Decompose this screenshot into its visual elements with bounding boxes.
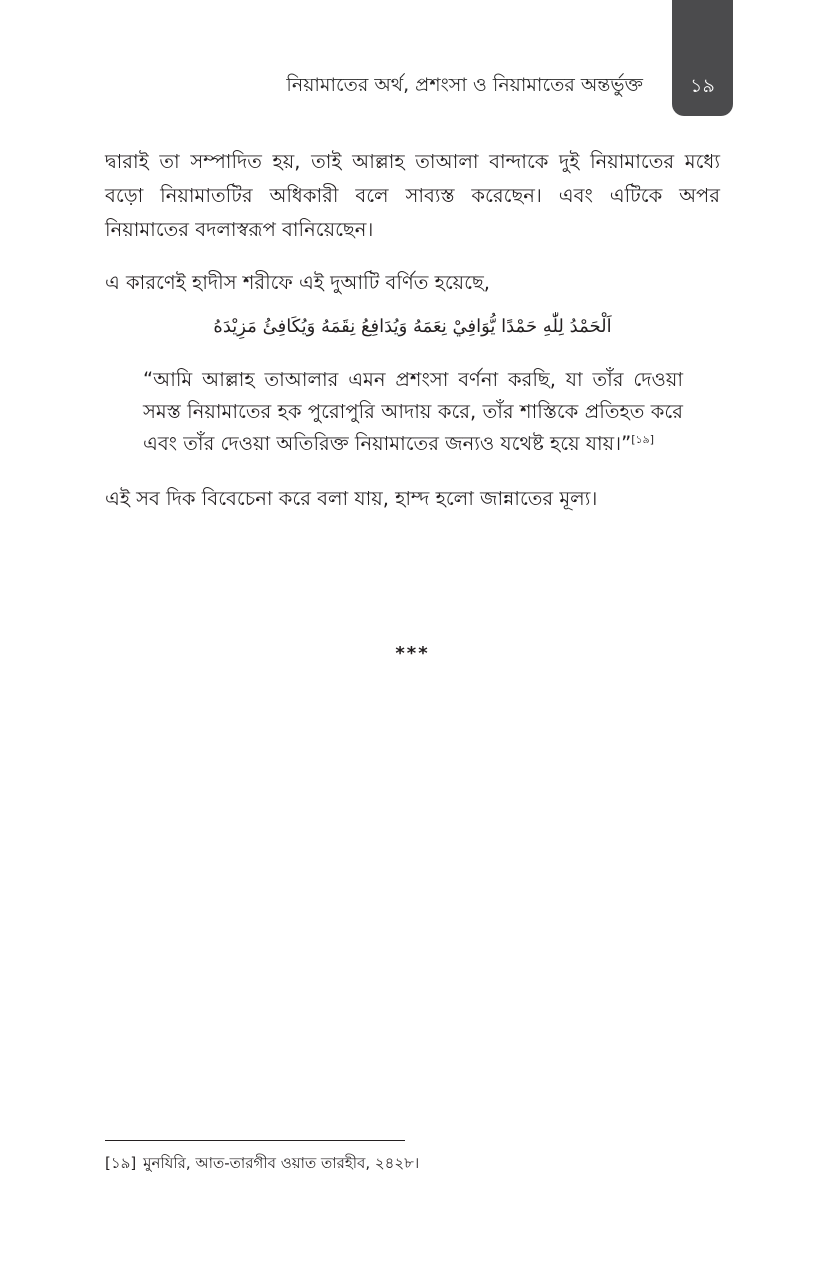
footnote-text: মুনযিরি, আত-তারগীব ওয়াত তারহীব, ২৪২৮। (143, 1154, 420, 1172)
footnote-reference[interactable]: [১৯] (631, 433, 655, 446)
arabic-dua: اَلْحَمْدُ لِلّٰهِ حَمْدًا يُّوَافِيْ نِعَمَهُ وَيُدَافِعُ نِقَمَهُ وَيُكَافِئُ مَزِيْدَهُ (213, 316, 612, 337)
paragraph-conclusion: এই সব দিক বিবেচেনা করে বলা যায়, হাম্দ হলো জান্নাতের মূল্য। (105, 487, 598, 510)
running-header-title: নিয়ামাতের অর্থ, প্রশংসা ও নিয়ামাতের অন্তর্ভুক্ত (286, 74, 643, 96)
dua-translation-quote (143, 364, 683, 460)
footnote-item (105, 1150, 720, 1176)
paragraph-continuation: দ্বারাই তা সম্পাদিত হয়, তাই আল্লাহ তাআলা বান্দাকে দুই নিয়ামাতের মধ্যে বড়ো নিয়ামাতটির অধিকারী বলে সাব্যস্ত করেছেন। এবং এটিকে অপর নিয়ামাতের বদলাস্বরূপ বানিয়েছেন। (105, 150, 720, 241)
page-number: ১৯ (690, 75, 715, 97)
page-number-tab (672, 0, 733, 116)
section-separator: *** (395, 643, 430, 664)
paragraph-hadith-intro: এ কারণেই হাদীস শরীফে এই দুআটি বর্ণিত হয়েছে, (105, 271, 490, 294)
footnote-number: [১৯] (105, 1154, 137, 1172)
footnote-divider (105, 1140, 405, 1141)
quote-text: “আমি আল্লাহ তাআলার এমন প্রশংসা বর্ণনা করছি, যা তাঁর দেওয়া সমস্ত নিয়ামাতের হক পুরোপুরি আদায় করে, তাঁর শাস্তিকে প্রতিহত করে এবং তাঁর দেওয়া অতিরিক্ত নিয়ামাতের জন্যও যথেষ্ট হয়ে যায়।” (143, 368, 683, 455)
